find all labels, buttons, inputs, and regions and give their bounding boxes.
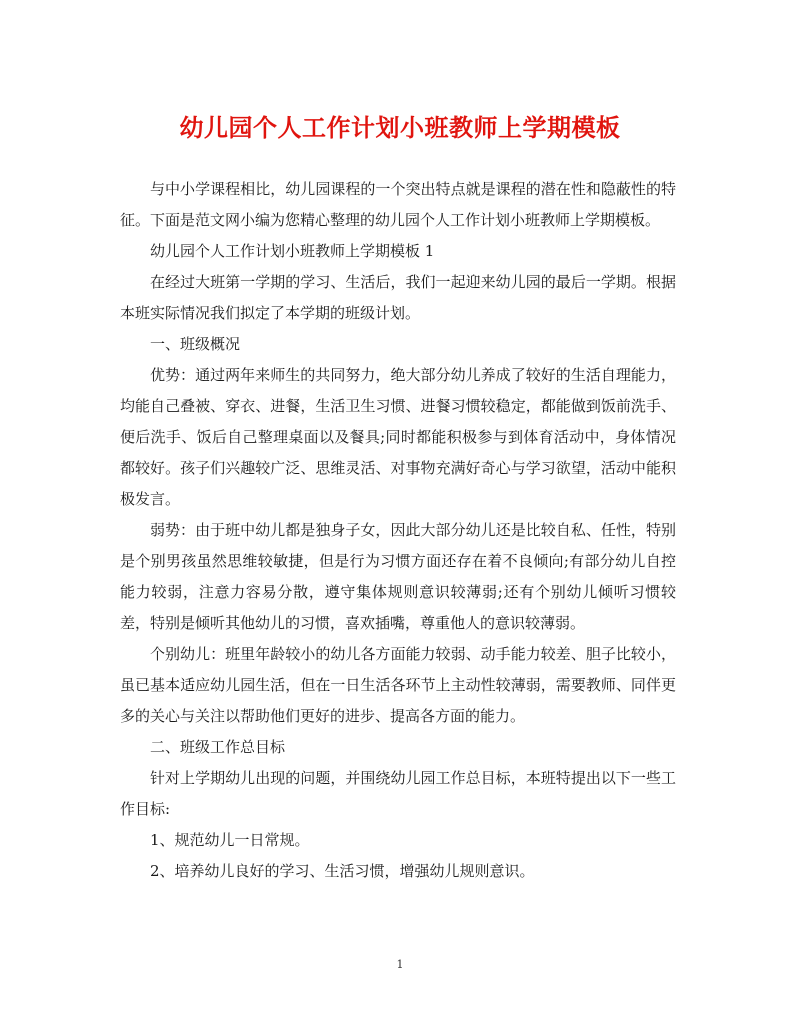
document-body [120,174,676,887]
intro-paragraph: 与中小学课程相比，幼儿园课程的一个突出特点就是课程的潜在性和隐蔽性的特征。下面是范文网小编为您精心整理的幼儿园个人工作计划小班教师上学期模板。 [120,180,676,229]
strengths-paragraph: 优势：通过两年来师生的共同努力，绝大部分幼儿养成了较好的生活自理能力，均能自己叠被、穿衣、进餐，生活卫生习惯、进餐习惯较稳定，都能做到饭前洗手、便后洗手、饭后自己整理桌面以及餐具;同时都能积极参与到体育活动中，身体情况都较好。孩子们兴趣较广泛、思维灵活、对事物充满好奇心与学习欲望，活动中能积极发言。 [120,366,676,508]
semester-paragraph: 在经过大班第一学期的学习、生活后，我们一起迎来幼儿园的最后一学期。根据本班实际情况我们拟定了本学期的班级计划。 [120,273,676,322]
goal-item-2: 2、培养幼儿良好的学习、生活习惯，增强幼儿规则意识。 [150,862,535,880]
section-heading-overall-goals: 二、班级工作总目标 [150,738,286,756]
section-heading-class-overview: 一、班级概况 [150,335,241,353]
weaknesses-paragraph: 弱势：由于班中幼儿都是独身子女，因此大部分幼儿还是比较自私、任性，特别是个别男孩虽然思维较敏捷，但是行为习惯方面还存在着不良倾向;有部分幼儿自控能力较弱，注意力容易分散，遵守集体规则意识较薄弱;还有个别幼儿倾听习惯较差，特别是倾听其他幼儿的习惯，喜欢插嘴，尊重他人的意识较薄弱。 [120,521,676,632]
template-heading: 幼儿园个人工作计划小班教师上学期模板 1 [150,242,435,260]
page-number: 1 [396,958,404,971]
individual-children-paragraph: 个别幼儿：班里年龄较小的幼儿各方面能力较弱、动手能力较差、胆子比较小，虽已基本适应幼儿园生活，但在一日生活各环节上主动性较薄弱，需要教师、同伴更多的关心与关注以帮助他们更好的进步、提高各方面的能力。 [120,645,676,725]
goal-item-1: 1、规范幼儿一日常规。 [150,831,310,849]
goals-intro-paragraph: 针对上学期幼儿出现的问题，并围绕幼儿园工作总目标，本班特提出以下一些工作目标: [120,769,676,818]
document-title: 幼儿园个人工作计划小班教师上学期模板 [179,113,621,142]
